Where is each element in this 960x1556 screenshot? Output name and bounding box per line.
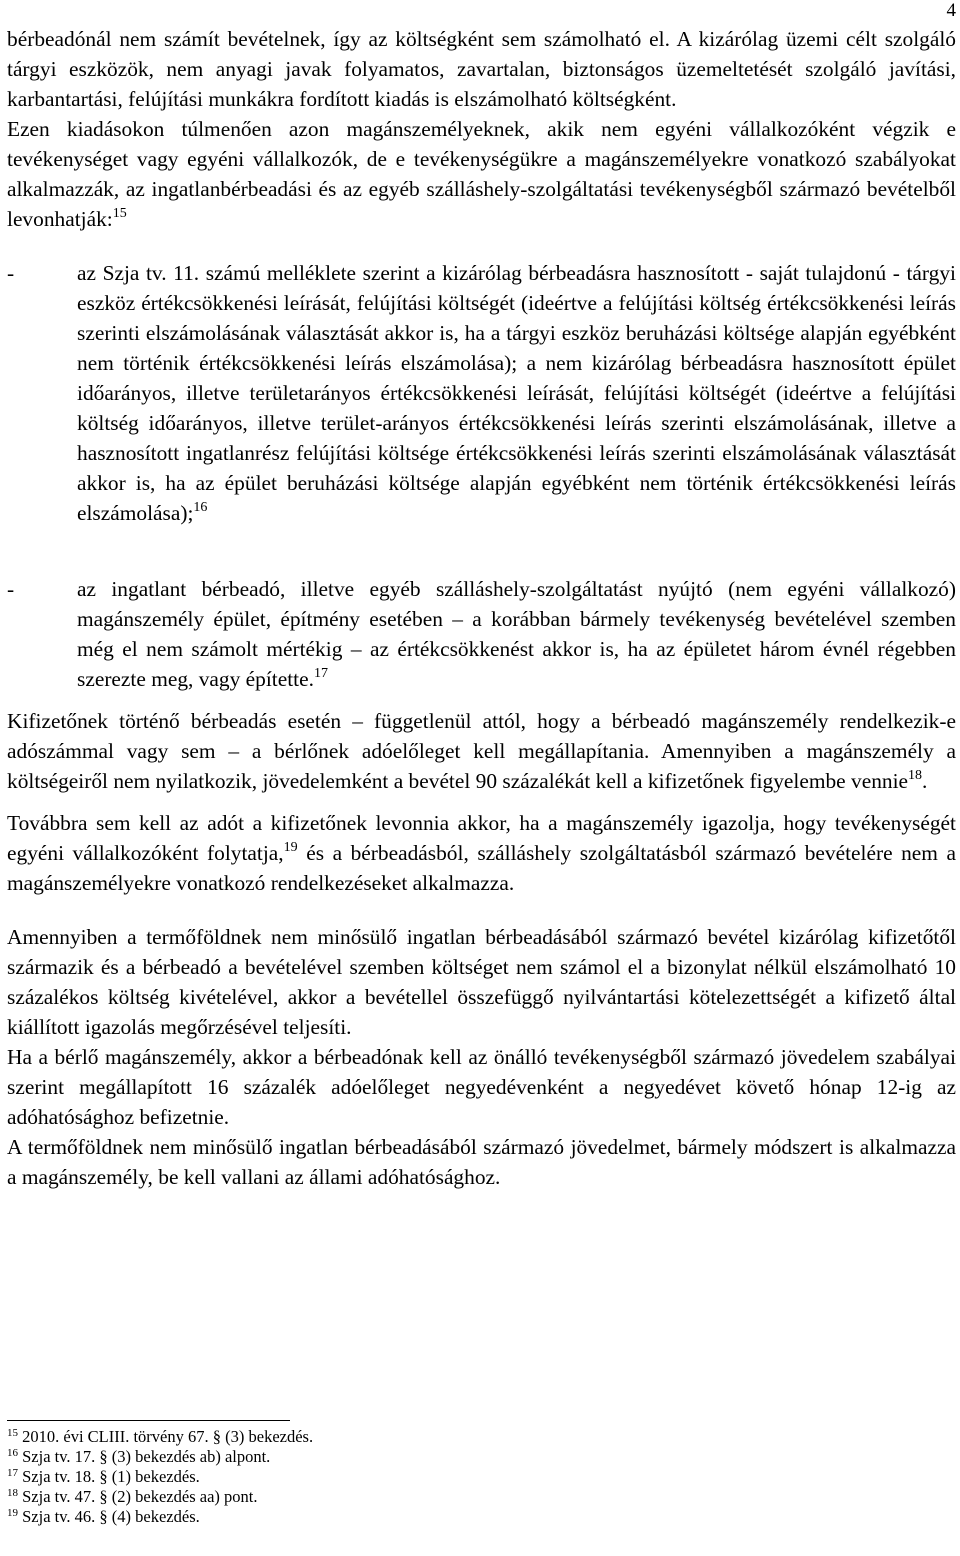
footnote-ref-16[interactable]: 16	[193, 500, 208, 515]
list-item-2-text: az ingatlant bérbeadó, illetve egyéb szálláshely-szolgáltatást nyújtó (nem egyéni vállalkozó) magánszemély épület, építmény esetében – a korábban bármely tevékenység bevételével szemben még el nem számolt mértékig – az értékcsökkenést akkor is, ha az épületet három évnél régebben szerezte meg, vagy építette.	[77, 577, 956, 691]
paragraph-4	[7, 808, 956, 898]
footnote-ref-17[interactable]: 17	[313, 666, 328, 681]
document-body	[7, 24, 956, 1192]
footnote-ref-15[interactable]: 15	[112, 206, 127, 221]
footnote-ref-19[interactable]: 19	[283, 840, 298, 855]
paragraph-2-text: Ezen kiadásokon túlmenően azon magánszemélyeknek, akik nem egyéni vállalkozóként végzik e tevékenységet vagy egyéni vállalkozók, de e tevékenységükre a magánszemélyekre vonatkozó szabályokat alkalmazzák, az ingatlanbérbeadási és az egyéb szálláshely-szolgáltatási tevékenységből származó bevételből levonhatják:	[7, 117, 956, 231]
paragraph-4-text-a: Továbbra sem kell az adót a kifizetőnek levonnia akkor, ha a magánszemély igazolja, hogy tevékenységét egyéni vállalkozóként folytatja,	[7, 811, 956, 865]
list-dash: -	[7, 261, 15, 285]
list-item-2	[7, 574, 956, 694]
paragraph-3: Kifizetőnek történő bérbeadás esetén – függetlenül attól, hogy a bérbeadó magánszemély rendelkezik-e adószámmal vagy sem – a bérlőnek adóelőleget kell megállapítania. Amennyiben a magánszemély a költségeiről nem nyilatkozik, jövedelemként a bevétel 90 százalékát kell a kifizetőnek figyelembe vennie$^{18}$.	[7, 709, 956, 793]
paragraph-3-text: Kifizetőnek történő bérbeadás esetén – függetlenül attól, hogy a bérbeadó magánszemély rendelkezik-e adószámmal vagy sem – a bérlőnek adóelőleget kell megállapítania. Amennyiben a magánszemély a költségeiről nem nyilatkozik, jövedelemként a bevétel 90 százalékát kell a kifizetőnek figyelembe vennie	[7, 709, 956, 793]
footnote-15: $^{15}$ 2010. évi CLIII. törvény 67. § (3) bekezdés.	[7, 1427, 314, 1446]
paragraph-2	[7, 114, 956, 234]
paragraph-5: Amennyiben a termőföldnek nem minősülő ingatlan bérbeadásából származó bevétel kizárólag kifizetőtől származik és a bérbeadó a bevételével szemben költséget nem számol el a bizonylat nélkül elszámolható 10 százalékos költség kivételével, akkor a bevétellel összefüggő nyilvántartási kötelezettségét a kifizető által kiállított igazolás megőrzésével teljesíti.	[7, 925, 956, 1039]
list-dash: -	[7, 577, 15, 601]
paragraph-4-text-b: és a bérbeadásból, szálláshely szolgáltatásból származó bevételére nem a magánszemélyekre vonatkozó rendelkezéseket alkalmazza.	[7, 841, 956, 895]
list-item-1-text: az Szja tv. 11. számú melléklete szerint a kizárólag bérbeadásra hasznosított - saját tulajdonú - tárgyi eszköz értékcsökkenési leírását, felújítási költségét (ideértve a felújítási költség értékcsökkenési leírás szerinti elszámolásának választását akkor is, ha a tárgyi eszköz beruházási költsége alapján egyébként nem történik értékcsökkenési leírás elszámolása); a nem kizárólag bérbeadásra hasznosított épület időarányos, illetve területarányos értékcsökkenési leírását, felújítási költségét (ideértve a felújítási költség időarányos, illetve terület-arányos értékcsökkenési leírás szerinti elszámolásának, illetve a hasznosított ingatlanrész felújítási költsége értékcsökkenési leírás szerinti elszámolásának választását akkor is, ha az épület beruházási költsége alapján egyébként nem történik értékcsökkenési leírás elszámolása);	[77, 261, 956, 525]
footnote-separator	[7, 1420, 290, 1421]
list-item-1	[7, 258, 956, 528]
footnote-19: $^{19}$ Szja tv. 46. § (4) bekezdés.	[7, 1507, 200, 1526]
footnote-18: $^{18}$ Szja tv. 47. § (2) bekezdés aa) pont.	[7, 1487, 258, 1506]
page-number: 4	[946, 0, 956, 21]
footnote-16: $^{16}$ Szja tv. 17. § (3) bekezdés ab) alpont.	[7, 1447, 271, 1466]
paragraph-6: Ha a bérlő magánszemély, akkor a bérbeadónak kell az önálló tevékenységből származó jövedelem szabályai szerint megállapított 16 százalék adóelőleget negyedévenként a negyedévet követő hónap 12-ig az adóhatósághoz befizetnie.	[7, 1045, 956, 1129]
paragraph-1: bérbeadónál nem számít bevételnek, így az költségként sem számolható el. A kizárólag üzemi célt szolgáló tárgyi eszközök, nem anyagi javak folyamatos, zavartalan, biztonságos üzemeltetését szolgáló javítási, karbantartási, felújítási munkákra fordított kiadás is elszámolható költségként.	[7, 27, 956, 111]
paragraph-7: A termőföldnek nem minősülő ingatlan bérbeadásából származó jövedelmet, bármely módszert is alkalmazza a magánszemély, be kell vallani az állami adóhatósághoz.	[7, 1135, 956, 1189]
footnote-17: $^{17}$ Szja tv. 18. § (1) bekezdés.	[7, 1467, 200, 1486]
footnotes	[7, 1420, 707, 1527]
footnote-ref-18[interactable]: 18	[908, 768, 923, 783]
